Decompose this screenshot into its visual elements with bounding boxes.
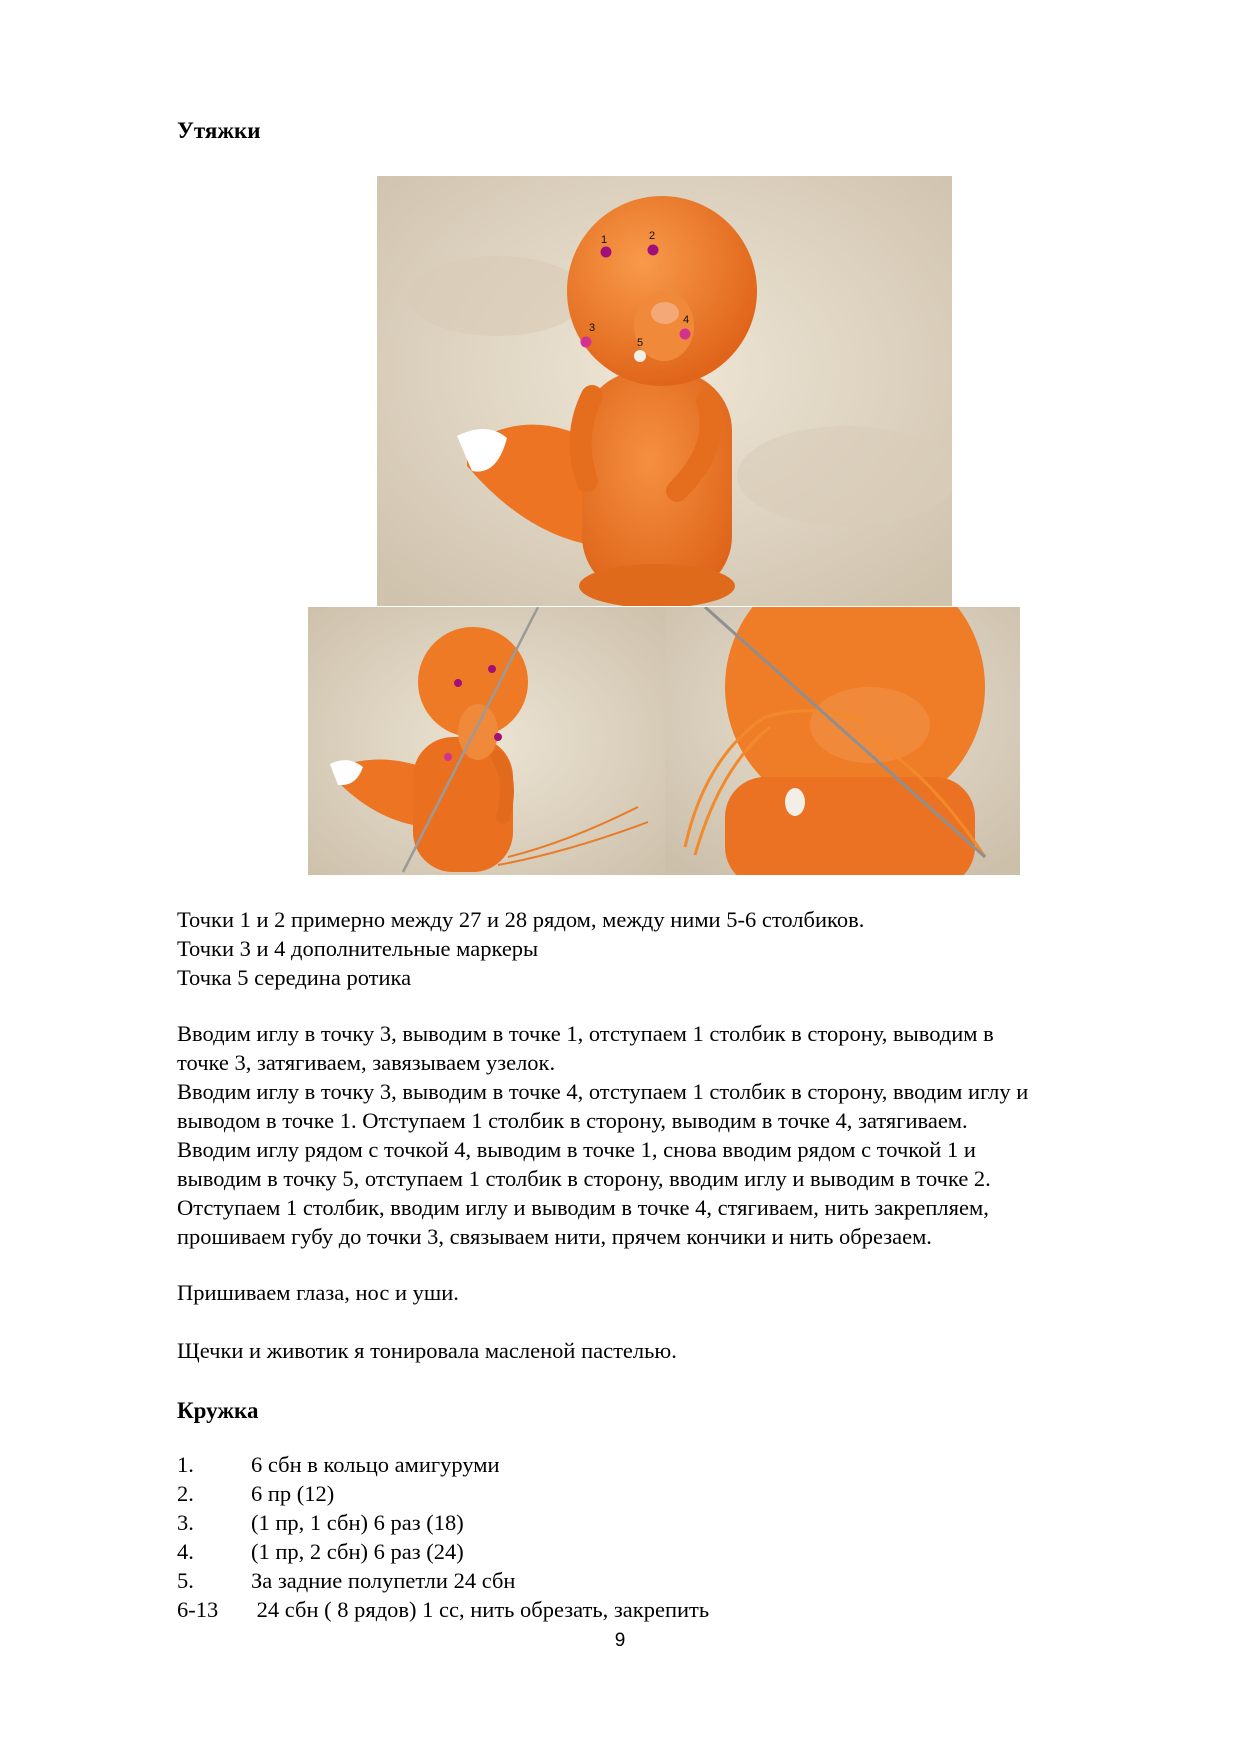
tone-paragraph: Щечки и животик я тонировала масленой пастелью. [177, 1338, 677, 1363]
row-text: (1 пр, 1 сбн) 6 раз (18) [251, 1510, 464, 1535]
pin-label-2: 2 [649, 230, 656, 242]
instruction-line-2: точке 3, затягиваем, завязываем узелок. [177, 1050, 556, 1075]
row-number: 4. [177, 1539, 194, 1564]
row-number: 3. [177, 1510, 194, 1535]
instruction-line-7: Отступаем 1 столбик, вводим иглу и выводим в точке 4, стягиваем, нить закрепляем, [177, 1195, 989, 1220]
row-text: 6 пр (12) [251, 1481, 335, 1506]
mug-rows-list [177, 1450, 709, 1624]
instruction-line-1: Вводим иглу в точку 3, выводим в точке 1, отступаем 1 столбик в сторону, выводим в [177, 1021, 994, 1046]
list-item [177, 1537, 709, 1566]
pin-label-4: 4 [683, 314, 690, 326]
row-number: 2. [177, 1481, 194, 1506]
row-text: За задние полупетли 24 сбн [251, 1568, 516, 1593]
page-number: 9 [614, 1630, 626, 1651]
list-item [177, 1450, 709, 1479]
row-text: 6 сбн в кольцо амигуруми [251, 1452, 500, 1477]
list-item [177, 1595, 709, 1624]
points-line-2: Точки 3 и 4 дополнительные маркеры [177, 936, 539, 961]
instruction-line-4: выводом в точке 1. Отступаем 1 столбик в сторону, выводим в точке 4, затягиваем. [177, 1108, 968, 1133]
section-heading-utyazhki: Утяжки [177, 118, 261, 143]
instruction-line-3: Вводим иглу в точку 3, выводим в точке 4, отступаем 1 столбик в сторону, вводим иглу и [177, 1079, 1029, 1104]
instruction-line-8: прошиваем губу до точки 3, связываем нити, прячем кончики и нить обрезаем. [177, 1224, 932, 1249]
pin-label-5: 5 [637, 337, 644, 349]
photo-fox-needle-side [308, 607, 665, 875]
points-line-1: Точки 1 и 2 примерно между 27 и 28 рядом, между ними 5-6 столбиков. [177, 907, 865, 932]
instruction-line-6: выводим в точку 5, отступаем 1 столбик в сторону, вводим иглу и выводим в точке 2. [177, 1166, 991, 1191]
instruction-line-5: Вводим иглу рядом с точкой 4, выводим в точке 1, снова вводим рядом с точкой 1 и [177, 1137, 976, 1162]
row-text: (1 пр, 2 сбн) 6 раз (24) [251, 1539, 464, 1564]
pin-label-1: 1 [601, 234, 608, 246]
points-description [177, 905, 1137, 992]
instructions-paragraph [177, 1019, 1137, 1251]
section-heading-kruzhka: Кружка [177, 1398, 259, 1423]
row-number: 1. [177, 1452, 194, 1477]
list-item [177, 1479, 709, 1508]
sew-paragraph: Пришиваем глаза, нос и уши. [177, 1280, 459, 1305]
photo-fox-needle-closeup [665, 607, 1020, 875]
list-item [177, 1566, 709, 1595]
row-text: 24 сбн ( 8 рядов) 1 сс, нить обрезать, закрепить [251, 1597, 710, 1622]
pin-label-3: 3 [589, 322, 596, 334]
row-number: 5. [177, 1568, 194, 1593]
points-line-3: Точка 5 середина ротика [177, 965, 412, 990]
row-number: 6-13 [177, 1597, 219, 1622]
main-photo-fox-with-pins [377, 176, 952, 606]
list-item [177, 1508, 709, 1537]
